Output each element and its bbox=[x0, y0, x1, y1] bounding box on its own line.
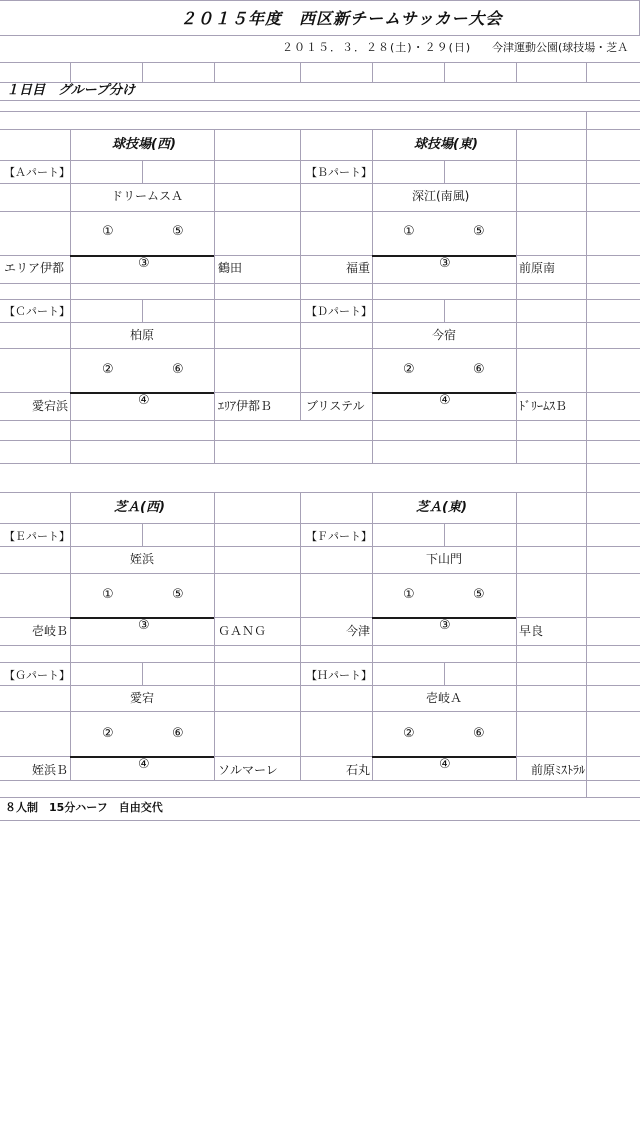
match-number: ③ bbox=[439, 256, 451, 271]
match-number: ⑤ bbox=[172, 224, 184, 239]
team-a-right: 鶴田 bbox=[218, 261, 243, 275]
grid-col-line bbox=[214, 392, 215, 463]
grid-col-line bbox=[516, 662, 517, 780]
grid-row-line bbox=[0, 211, 640, 212]
team-f-right: 早良 bbox=[519, 624, 544, 638]
grid-row-line bbox=[0, 348, 640, 349]
team-h-left: 石丸 bbox=[346, 763, 371, 777]
grid-row-line bbox=[0, 685, 640, 686]
match-number: ③ bbox=[439, 618, 451, 633]
match-number: ③ bbox=[138, 256, 150, 271]
grid-row-line bbox=[0, 463, 640, 464]
grid-col-line bbox=[142, 523, 143, 546]
team-d-left: ブリステル bbox=[306, 399, 365, 413]
grid-col-line bbox=[372, 392, 373, 463]
section-title: １日目 グループ分け bbox=[6, 83, 135, 98]
team-c-right: ｴﾘｱ伊都Ｂ bbox=[218, 399, 273, 413]
part-label-f: 【Ｆパート】 bbox=[306, 530, 372, 543]
grid-col-line bbox=[444, 523, 445, 546]
grid-col-line bbox=[142, 160, 143, 183]
grid-col-line bbox=[142, 299, 143, 322]
venue-ball-east: 球技場(東) bbox=[414, 137, 478, 152]
grid-col-line bbox=[586, 111, 587, 797]
grid-row-line bbox=[0, 129, 640, 130]
grid-col-line bbox=[372, 129, 373, 299]
part-label-d: 【Ｄパート】 bbox=[306, 305, 372, 318]
team-h-right: 前原ﾐｽﾄﾗﾙ bbox=[531, 763, 586, 777]
grid-col-line bbox=[516, 492, 517, 663]
grid-row-line bbox=[0, 645, 640, 646]
grid-row-line bbox=[0, 35, 640, 36]
grid-col-line bbox=[142, 62, 143, 82]
grid-row-line bbox=[0, 183, 640, 184]
grid-row-line bbox=[0, 0, 640, 1]
team-e-right: ＧＡＮＧ bbox=[218, 624, 267, 638]
grid-col-line bbox=[214, 62, 215, 82]
match-number: ⑥ bbox=[172, 362, 184, 377]
grid-col-line bbox=[444, 160, 445, 183]
match-number: ⑥ bbox=[473, 726, 485, 741]
match-number: ④ bbox=[439, 757, 451, 772]
match-number: ② bbox=[403, 726, 415, 741]
team-a-left: エリア伊都 bbox=[4, 261, 65, 275]
team-b-left: 福重 bbox=[346, 261, 371, 275]
event-venue: 今津運動公園(球技場・芝Ａ bbox=[492, 41, 629, 54]
grid-col-line bbox=[142, 662, 143, 685]
match-number: ⑤ bbox=[473, 587, 485, 602]
match-number: ① bbox=[102, 224, 114, 239]
team-c-top: 柏原 bbox=[130, 328, 155, 342]
grid-col-line bbox=[444, 299, 445, 322]
grid-row-line bbox=[0, 523, 640, 524]
grid-row-line bbox=[0, 111, 640, 112]
grid-col-line bbox=[214, 492, 215, 663]
team-e-top: 姪浜 bbox=[130, 552, 155, 566]
match-number: ③ bbox=[138, 618, 150, 633]
team-g-top: 愛宕 bbox=[130, 691, 155, 705]
grid-row-line bbox=[0, 820, 640, 821]
team-g-left: 姪浜Ｂ bbox=[32, 763, 69, 777]
grid-row-line bbox=[0, 492, 640, 493]
part-label-c: 【Ｃパート】 bbox=[4, 305, 70, 318]
part-label-h: 【Ｈパート】 bbox=[306, 669, 372, 682]
event-date: ２０１５．３．２８(土)・２９(日) bbox=[282, 41, 472, 54]
grid-row-line bbox=[0, 780, 640, 781]
grid-col-line bbox=[586, 62, 587, 82]
match-number: ⑤ bbox=[473, 224, 485, 239]
match-number: ② bbox=[102, 362, 114, 377]
part-label-g: 【Ｇパート】 bbox=[4, 669, 70, 682]
team-b-right: 前原南 bbox=[519, 261, 556, 275]
team-g-right: ソルマーレ bbox=[218, 763, 278, 777]
grid-col-line bbox=[516, 129, 517, 299]
grid-col-line bbox=[70, 129, 71, 299]
grid-col-line bbox=[372, 662, 373, 780]
grid-col-line bbox=[300, 299, 301, 420]
match-number: ④ bbox=[138, 393, 150, 408]
team-h-top: 壱岐Ａ bbox=[426, 691, 463, 705]
grid-row-line bbox=[0, 100, 640, 101]
grid-col-line bbox=[300, 62, 301, 82]
grid-row-line bbox=[0, 440, 640, 441]
team-f-left: 今津 bbox=[346, 624, 371, 638]
grid-col-line bbox=[444, 62, 445, 82]
grid-col-line bbox=[70, 492, 71, 663]
grid-row-line bbox=[0, 546, 640, 547]
grid-row-line bbox=[0, 299, 640, 300]
match-number: ① bbox=[102, 587, 114, 602]
grid-row-line bbox=[0, 797, 640, 798]
match-number: ⑤ bbox=[172, 587, 184, 602]
grid-row-line bbox=[0, 711, 640, 712]
team-d-top: 今宿 bbox=[432, 328, 457, 342]
grid-col-line bbox=[516, 62, 517, 82]
grid-col-line bbox=[214, 662, 215, 780]
venue-ball-west: 球技場(西) bbox=[112, 137, 176, 152]
grid-col-line bbox=[300, 662, 301, 780]
team-c-left: 愛宕浜 bbox=[32, 399, 69, 413]
match-number: ② bbox=[403, 362, 415, 377]
match-number: ① bbox=[403, 224, 415, 239]
grid-col-line bbox=[300, 492, 301, 663]
grid-col-line bbox=[372, 492, 373, 663]
team-b-top: 深江(南風) bbox=[412, 189, 470, 203]
grid-row-line bbox=[0, 662, 640, 663]
grid-col-line bbox=[70, 62, 71, 82]
rules-note: ８人制 15分ハーフ 自由交代 bbox=[5, 801, 163, 814]
grid-col-line bbox=[444, 662, 445, 685]
grid-row-line bbox=[0, 283, 640, 284]
page-title: ２０１５年度 西区新チームサッカー大会 bbox=[180, 9, 503, 28]
venue-turf-east: 芝Ａ(東) bbox=[416, 500, 467, 515]
grid-col-line bbox=[300, 129, 301, 299]
part-label-e: 【Ｅパート】 bbox=[4, 530, 70, 543]
team-d-right: ﾄﾞﾘｰﾑｽＢ bbox=[519, 399, 568, 413]
team-f-top: 下山門 bbox=[426, 552, 463, 566]
grid-row-line bbox=[0, 322, 640, 323]
match-number: ④ bbox=[138, 757, 150, 772]
match-number: ⑥ bbox=[473, 362, 485, 377]
grid-col-line bbox=[214, 129, 215, 299]
part-label-b: 【Ｂパート】 bbox=[306, 166, 372, 179]
match-number: ① bbox=[403, 587, 415, 602]
match-number: ⑥ bbox=[172, 726, 184, 741]
match-number: ④ bbox=[439, 393, 451, 408]
grid-row-line bbox=[0, 573, 640, 574]
grid-col-line bbox=[70, 392, 71, 463]
team-a-top: ドリームスＡ bbox=[111, 189, 184, 203]
grid-row-line bbox=[0, 420, 640, 421]
match-number: ② bbox=[102, 726, 114, 741]
grid-row-line bbox=[0, 62, 640, 63]
venue-turf-west: 芝Ａ(西) bbox=[114, 500, 165, 515]
team-e-left: 壱岐Ｂ bbox=[32, 624, 69, 638]
grid-col-line bbox=[372, 62, 373, 82]
grid-row-line bbox=[0, 160, 640, 161]
part-label-a: 【Ａパート】 bbox=[4, 166, 70, 179]
grid-col-line bbox=[70, 662, 71, 780]
grid-col-line bbox=[516, 392, 517, 463]
